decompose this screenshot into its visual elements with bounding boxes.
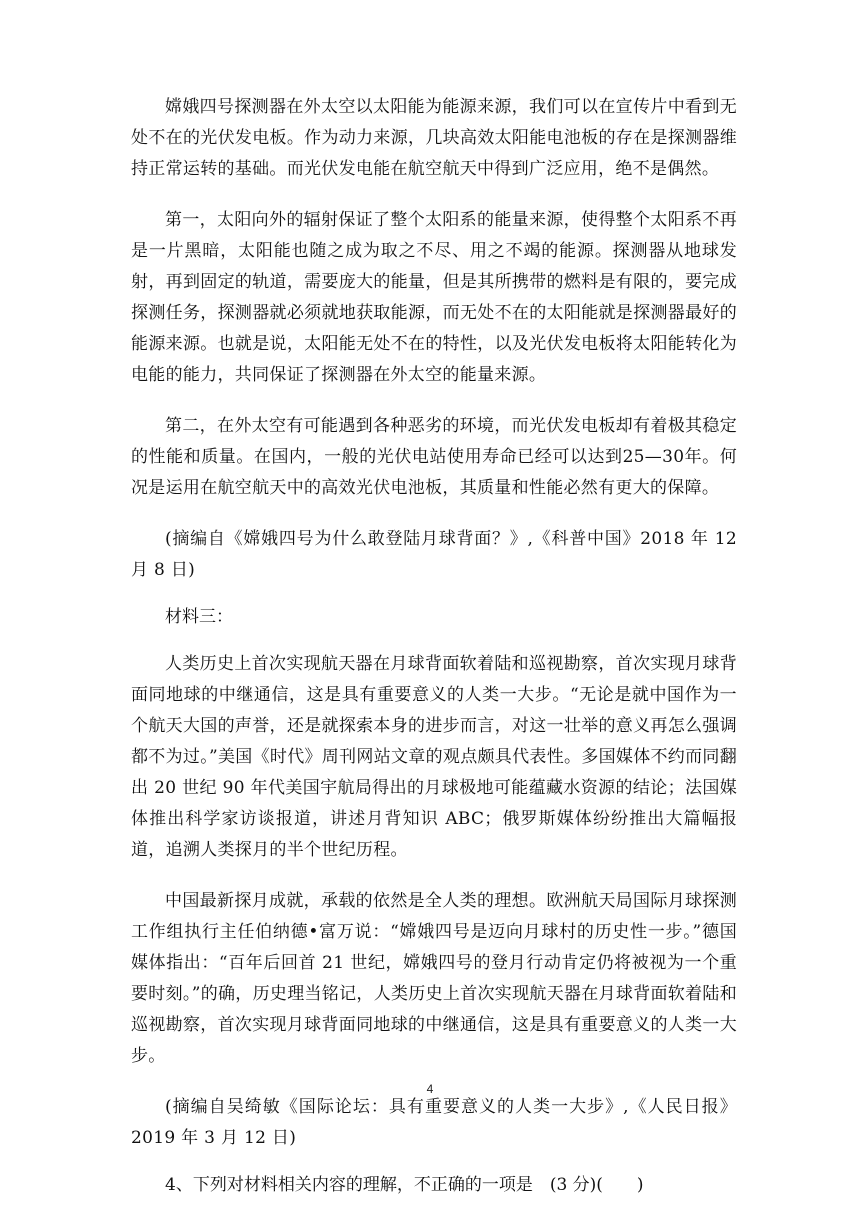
paragraph-media-reaction: 人类历史上首次实现航天器在月球背面软着陆和巡视勘察，首次实现月球背面同地球的中继通信，这是具有重要意义的人类一大步。“无论是就中国作为一个航天大国的声誉，还是就探索本身的进步而言，对这一壮举的意义再怎么强调都不为过。”美国《时代》周刊网站文章的观点颇具代表性。多国媒体不约而同翻出 20 世纪 90 年代美国宇航局得出的月球极地可能蕴藏水资源的结论；法国媒体推出科学家访谈报道，讲述月背知识 ABC；俄罗斯媒体纷纷推出大篇幅报道，追溯人类探月的半个世纪历程。 xyxy=(131,654,737,860)
material-three-label: 材料三： xyxy=(165,607,233,627)
paragraph-solar-intro: 嫦娥四号探测器在外太空以太阳能为能源来源，我们可以在宣传片中看到无处不在的光伏发电板。作为动力来源，几块高效太阳能电池板的存在是探测器维持正常运转的基础。而光伏发电能在航空航天中得到广泛应用，绝不是偶然。 xyxy=(131,97,737,179)
paragraph-first-reason: 第一，太阳向外的辐射保证了整个太阳系的能量来源，使得整个太阳系不再是一片黑暗，太阳能也随之成为取之不尽、用之不竭的能源。探测器从地球发射，再到固定的轨道，需要庞大的能量，但是其所携带的燃料是有限的，要完成探测任务，探测器就必须就地获取能源，而无处不在的太阳能就是探测器最好的能源来源。也就是说，太阳能无处不在的特性，以及光伏发电板将太阳能转化为电能的能力，共同保证了探测器在外太空的能量来源。 xyxy=(131,210,737,385)
source-citation-1: (摘编自《嫦娥四号为什么敢登陆月球背面？》,《科普中国》2018 年 12 月 8 日) xyxy=(131,529,737,580)
page-number: 4 xyxy=(426,1082,434,1096)
source-citation-2: (摘编自吴绮敏《国际论坛：具有重要意义的人类一大步》,《人民日报》2019 年 3 月 12 日) xyxy=(131,1097,737,1148)
document-body xyxy=(131,92,737,1201)
paragraph-second-reason: 第二，在外太空有可能遇到各种恶劣的环境，而光伏发电板却有着极其稳定的性能和质量。在国内，一般的光伏电站使用寿命已经可以达到25—30年。何况是运用在航空航天中的高效光伏电池板，其质量和性能必然有更大的保障。 xyxy=(131,416,737,498)
question-4: 4、下列对材料相关内容的理解，不正确的一项是 (3 分)( ) xyxy=(165,1175,644,1195)
paragraph-international-praise: 中国最新探月成就，承载的依然是全人类的理想。欧洲航天局国际月球探测工作组执行主任伯纳德•富万说：“嫦娥四号是迈向月球村的历史性一步。”德国媒体指出：“百年后回首 21 世纪，嫦娥四号的登月行动肯定仍将被视为一个重要时刻。”的确，历史理当铭记，人类历史上首次实现航天器在月球背面软着陆和巡视勘察，首次实现月球背面同地球的中继通信，这是具有重要意义的人类一大步。 xyxy=(131,891,737,1066)
